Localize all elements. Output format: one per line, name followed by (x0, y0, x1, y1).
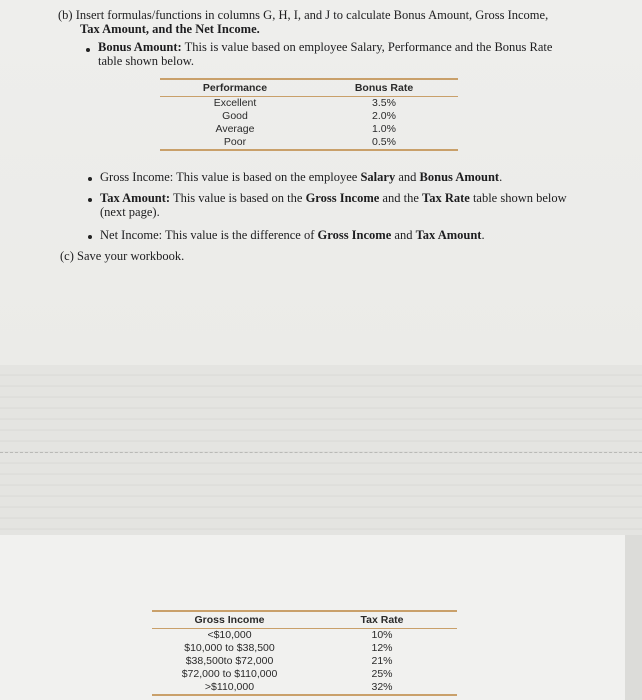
tax-rate-cell: 12% (371, 642, 393, 654)
bullet-icon (88, 177, 92, 181)
instruction-b-line1: (b) Insert formulas/functions in columns G, H, I, and J to calculate Bonus Amount, Gross Income, (58, 8, 549, 22)
bonus-rate-cell: 3.5% (372, 97, 396, 109)
tax-amount-term: Tax Amount: (100, 191, 171, 205)
bullet-icon (88, 198, 92, 202)
table-row (160, 123, 458, 136)
performance-cell: Average (215, 123, 255, 135)
bullet-tax-amount (100, 191, 567, 206)
table-row (152, 655, 457, 668)
gross-income-cell: $10,000 to $38,500 (184, 642, 275, 654)
gross-income-and: and (395, 170, 420, 184)
gross-income-cell: $72,000 to $110,000 (181, 668, 278, 680)
table-row (152, 668, 457, 681)
gross-income-cell: $38,500to $72,000 (185, 655, 274, 667)
column-header: Performance (202, 82, 268, 94)
performance-cell: Poor (223, 136, 247, 148)
table-row (152, 681, 457, 695)
bonus-amount-ref: Bonus Amount (419, 170, 500, 184)
paper-edge-band (0, 365, 642, 535)
gross-income-cell: >$110,000 (204, 681, 255, 693)
table-row (152, 629, 457, 643)
net-income-period: . (481, 228, 485, 242)
gross-income-ref: Gross Income (305, 191, 380, 205)
tax-rate-cell: 21% (371, 655, 393, 667)
bullet-bonus-amount (98, 40, 552, 55)
gross-income-cell: <$10,000 (207, 629, 252, 641)
bonus-rate-table (160, 78, 458, 151)
tax-amount-and: and the (379, 191, 422, 205)
net-income-text: Net Income: This value is the difference of (100, 228, 318, 242)
table-header-row (160, 79, 458, 97)
performance-cell: Excellent (213, 97, 257, 109)
net-income-and: and (391, 228, 416, 242)
tax-rate-cell: 25% (371, 668, 393, 680)
gross-income-text: Gross Income: This value is based on the employee (100, 170, 361, 184)
bonus-rate-cell: 2.0% (372, 110, 396, 122)
bullet-gross-income (100, 170, 502, 185)
tax-amount-ref: Tax Amount (415, 228, 482, 242)
table-row (160, 136, 458, 150)
column-header: Bonus Rate (354, 82, 414, 94)
page-break-divider (0, 452, 642, 453)
tax-rate-ref: Tax Rate (422, 191, 470, 205)
tax-amount-continuation: (next page). (100, 205, 160, 219)
bullet-icon (86, 48, 90, 52)
column-header: Tax Rate (360, 614, 404, 626)
gross-income-period: . (499, 170, 503, 184)
table-row (152, 642, 457, 655)
salary-term: Salary (360, 170, 396, 184)
tax-rate-table (152, 610, 457, 696)
table-row (160, 110, 458, 123)
instruction-b-line2: Tax Amount, and the Net Income. (80, 22, 260, 36)
bonus-amount-term: Bonus Amount: (98, 40, 182, 54)
tax-rate-cell: 32% (371, 681, 393, 693)
tax-amount-tail: table shown below (469, 191, 567, 205)
column-header: Gross Income (194, 614, 265, 626)
page-shadow-edge (625, 535, 642, 700)
gross-income-ref: Gross Income (317, 228, 392, 242)
tax-rate-cell: 10% (371, 629, 393, 641)
bonus-rate-cell: 0.5% (372, 136, 396, 148)
bonus-amount-continuation: table shown below. (98, 54, 195, 68)
performance-cell: Good (222, 110, 248, 122)
table-row (160, 97, 458, 111)
tax-amount-text: This value is based on the (170, 191, 306, 205)
table-header-row (152, 611, 457, 629)
bullet-net-income (100, 228, 485, 243)
instruction-c: (c) Save your workbook. (60, 249, 185, 263)
bullet-icon (88, 235, 92, 239)
bonus-rate-cell: 1.0% (372, 123, 396, 135)
bonus-amount-text: This is value based on employee Salary, Performance and the Bonus Rate (181, 40, 553, 54)
